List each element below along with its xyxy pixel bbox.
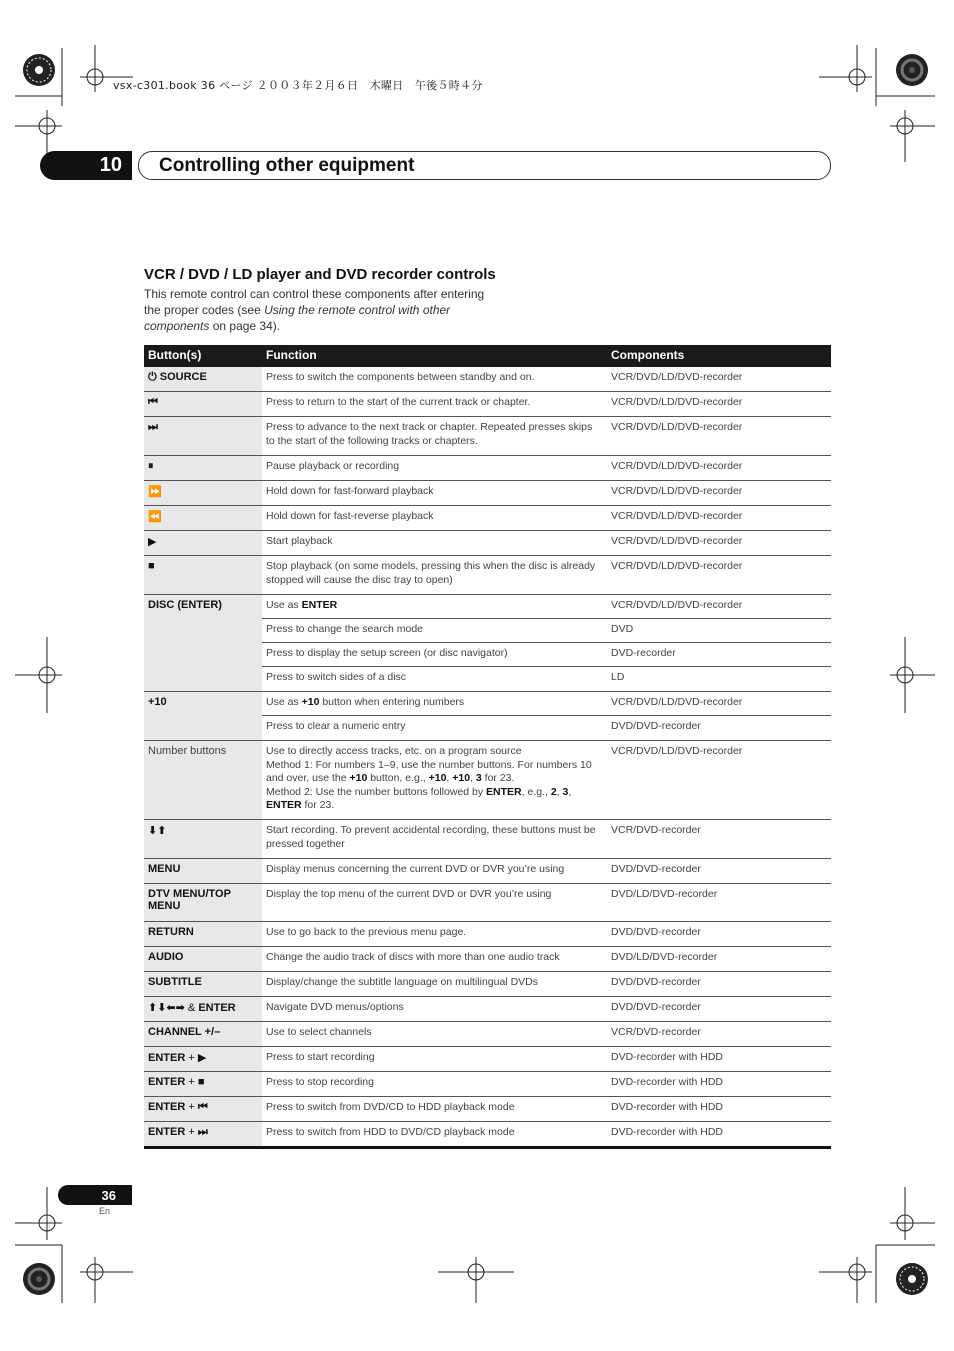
function-cell: Hold down for fast-forward playback (266, 485, 434, 497)
button-cell: ⏭ (144, 417, 262, 455)
button-cell: ⬆⬇⬅➡ & ENTER (144, 997, 262, 1021)
button-cell-empty (144, 716, 262, 740)
button-cell: RETURN (144, 922, 262, 946)
table-row (144, 884, 831, 922)
button-cell: +10 (144, 692, 262, 716)
button-cell-empty (144, 619, 262, 643)
button-cell: ENTER + ■ (144, 1072, 262, 1096)
table-row (144, 972, 831, 997)
components-cell: DVD/DVD-recorder (611, 863, 701, 875)
function-cell: Press to switch sides of a disc (266, 671, 407, 683)
components-cell: DVD-recorder (607, 643, 831, 667)
header-function: Function (266, 348, 317, 362)
table-row (144, 716, 831, 741)
button-cell: SUBTITLE (144, 972, 262, 996)
function-cell: Start recording. To prevent accidental recording, these buttons must be pressed together (266, 824, 596, 850)
function-cell: Press to return to the start of the current track or chapter. (266, 396, 531, 408)
function-cell: Pause playback or recording (266, 460, 400, 472)
table-bottom-rule (144, 1146, 831, 1149)
button-cell: ENTER + ⏭ (144, 1122, 262, 1146)
components-cell: VCR/DVD-recorder (611, 1026, 701, 1038)
components-cell: DVD-recorder with HDD (611, 1051, 724, 1063)
header-buttons: Button(s) (148, 348, 202, 362)
function-cell: Press to start recording (266, 1051, 375, 1063)
function-cell: Display menus concerning the current DVD or DVR you’re using (266, 863, 565, 875)
table-row (144, 619, 831, 643)
page-number: 36 (58, 1185, 132, 1205)
function-cell: Start playback (266, 535, 333, 547)
table-row (144, 506, 831, 531)
function-cell: Navigate DVD menus/options (266, 1001, 404, 1013)
table-row (144, 531, 831, 556)
table-row (144, 392, 831, 417)
components-cell: VCR/DVD/LD/DVD-recorder (607, 595, 831, 619)
function-cell: Use to select channels (266, 1026, 372, 1038)
function-cell: Display the top menu of the current DVD or DVR you’re using (266, 888, 552, 900)
function-cell: Press to switch from HDD to DVD/CD playback mode (266, 1126, 515, 1138)
function-cell: Press to change the search mode (262, 619, 607, 643)
table-row (144, 1022, 831, 1047)
function-cell: Press to switch the components between standby and on. (266, 371, 535, 383)
function-cell: Display/change the subtitle language on multilingual DVDs (266, 976, 538, 988)
header-components: Components (611, 348, 685, 362)
table-row (144, 947, 831, 972)
function-cell: Press to advance to the next track or chapter. Repeated presses skips to the start of the following tracks or chapters. (266, 421, 593, 447)
button-cell: DISC (ENTER) (144, 595, 262, 619)
section-title: VCR / DVD / LD player and DVD recorder controls (144, 266, 496, 283)
button-cell: ⏮ (144, 392, 262, 416)
table-row (144, 922, 831, 947)
components-cell: DVD-recorder with HDD (611, 1101, 724, 1113)
table-row (144, 1097, 831, 1122)
table-row (144, 820, 831, 859)
components-cell: VCR/DVD/LD/DVD-recorder (611, 485, 743, 497)
function-cell: Press to display the setup screen (or disc navigator) (262, 643, 607, 667)
table-row (144, 481, 831, 506)
table-row (144, 456, 831, 481)
function-cell: Hold down for fast-reverse playback (266, 510, 434, 522)
table-row (144, 417, 831, 456)
components-cell: VCR/DVD/LD/DVD-recorder (611, 460, 743, 472)
components-cell: VCR/DVD/LD/DVD-recorder (607, 692, 831, 716)
button-cell: Number buttons (144, 741, 262, 819)
button-cell: ▶ (144, 531, 262, 555)
button-cell-empty (144, 643, 262, 667)
table-row (144, 1072, 831, 1097)
table-row (144, 859, 831, 884)
button-cell: MENU (144, 859, 262, 883)
button-cell: ■ (144, 556, 262, 594)
table-row (144, 556, 831, 595)
button-cell: ⏩ (144, 481, 262, 505)
function-cell: Press to switch from DVD/CD to HDD playback mode (266, 1101, 515, 1113)
button-cell: ⬇⬆ (144, 820, 262, 858)
components-cell: DVD/LD/DVD-recorder (611, 951, 718, 963)
table-row (144, 741, 831, 820)
button-cell: ⏸ (144, 456, 262, 480)
table-row (144, 1047, 831, 1072)
components-cell: VCR/DVD/LD/DVD-recorder (611, 396, 743, 408)
components-cell: DVD/DVD-recorder (611, 926, 701, 938)
button-cell: ⏻ SOURCE (144, 367, 262, 391)
language-label: En (99, 1206, 111, 1216)
button-cell: ENTER + ⏮ (144, 1097, 262, 1121)
components-cell: DVD/LD/DVD-recorder (611, 888, 718, 900)
components-cell: VCR/DVD-recorder (611, 824, 701, 836)
function-cell: Use as +10 button when entering numbers (262, 692, 607, 716)
function-cell: Use to go back to the previous menu page. (266, 926, 467, 938)
crop-header-text: vsx-c301.book 36 ページ ２００３年２月６日 木曜日 午後５時４分 (113, 79, 483, 92)
table-row (144, 667, 831, 692)
components-cell: VCR/DVD/LD/DVD-recorder (611, 535, 743, 547)
components-cell: VCR/DVD/LD/DVD-recorder (611, 421, 743, 433)
table-row (144, 692, 831, 716)
function-cell: Use to directly access tracks, etc. on a program source Method 1: For numbers 1–9, use the number buttons. For numbers 10 and over, use the +10 button, e.g., +10, +10, 3 for 23. Method 2: Use the number buttons followed by ENTER, e.g., 2, 3, ENTER for 23. (266, 745, 592, 811)
section-intro: This remote control can control these components after entering the proper codes (see Using the remote control with other components on page 34). (144, 287, 485, 333)
function-cell: Stop playback (on some models, pressing this when the disc is already stopped will cause the disc tray to open) (266, 560, 596, 586)
function-cell: Use as ENTER (262, 595, 607, 619)
chapter-title: Controlling other equipment (138, 151, 831, 180)
chapter-number: 10 (40, 151, 132, 180)
table-row (144, 367, 831, 392)
table-header (144, 345, 831, 367)
components-cell: DVD-recorder with HDD (611, 1076, 724, 1088)
button-cell: DTV MENU/TOP MENU (144, 884, 262, 921)
table-row (144, 1122, 831, 1146)
button-cell: AUDIO (144, 947, 262, 971)
button-cell: ⏪ (144, 506, 262, 530)
components-cell: DVD/DVD-recorder (611, 720, 701, 732)
components-cell: DVD/DVD-recorder (611, 976, 701, 988)
function-cell: Change the audio track of discs with more than one audio track (266, 951, 560, 963)
components-cell: VCR/DVD/LD/DVD-recorder (611, 745, 743, 757)
table-row (144, 595, 831, 619)
components-cell: VCR/DVD/LD/DVD-recorder (611, 510, 743, 522)
components-cell: DVD-recorder with HDD (611, 1126, 724, 1138)
components-cell: LD (611, 671, 625, 683)
button-cell-empty (144, 667, 262, 691)
components-cell: VCR/DVD/LD/DVD-recorder (611, 371, 743, 383)
components-cell: VCR/DVD/LD/DVD-recorder (611, 560, 743, 572)
components-cell: DVD (607, 619, 831, 643)
button-cell: CHANNEL +/– (144, 1022, 262, 1046)
function-cell: Press to clear a numeric entry (266, 720, 406, 732)
button-cell: ENTER + ▶ (144, 1047, 262, 1071)
table-row (144, 643, 831, 667)
components-cell: DVD/DVD-recorder (611, 1001, 701, 1013)
function-cell: Press to stop recording (266, 1076, 374, 1088)
controls-table (144, 345, 831, 1149)
table-row (144, 997, 831, 1022)
